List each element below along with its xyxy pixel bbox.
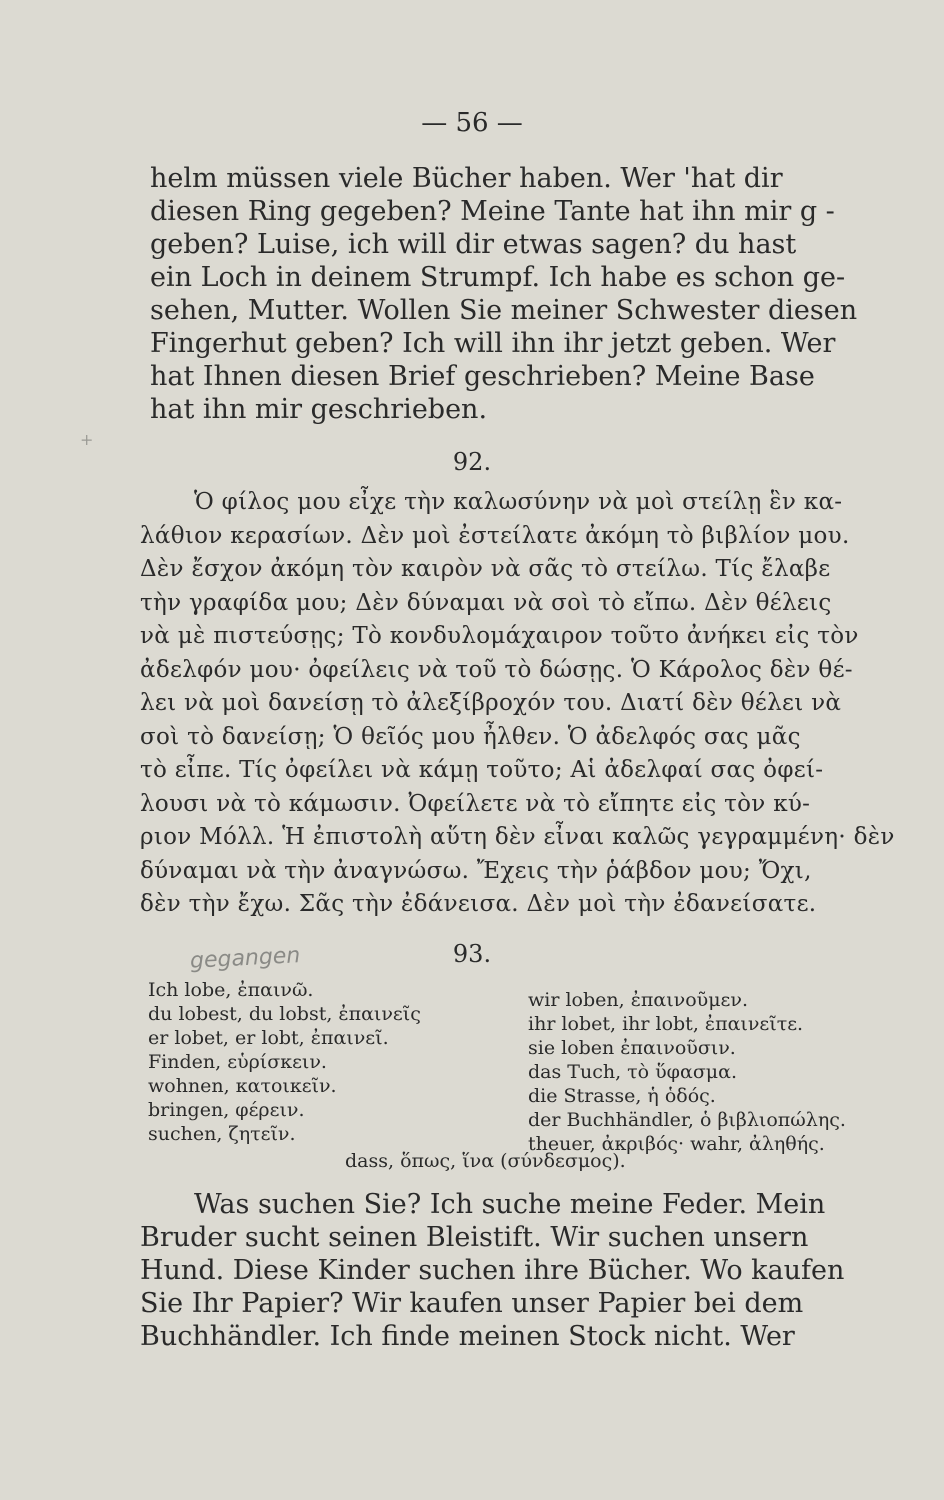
text-line: Fingerhut geben? Ich will ihn ihr jetzt geben. Wer — [150, 328, 836, 359]
text-line: diesen Ring gegeben? Meine Tante hat ihn mir g - — [150, 196, 835, 227]
text-line: Sie Ihr Papier? Wir kaufen unser Papier bei dem — [140, 1288, 804, 1319]
text-line: hat ihn mir geschrieben. — [150, 394, 488, 425]
vocab-column-right — [528, 988, 846, 1156]
vocab-entry: er lobet, er lobt, ἐπαινεῖ. — [148, 1027, 389, 1049]
text-line: λουσι νὰ τὸ κάμωσιν. Ὀφείλετε νὰ τὸ εἴπητε εἰς τὸν κύ- — [140, 790, 811, 817]
text-line: Ὁ φίλος μου εἶχε τὴν καλωσύνην νὰ μοὶ στείλῃ ἓν κα- — [194, 489, 843, 515]
page-number: — 56 — — [421, 108, 523, 138]
text-line: Buchhändler. Ich finde meinen Stock nicht. Wer — [140, 1321, 795, 1352]
german-paragraph-2 — [140, 1188, 900, 1353]
vocab-entry: du lobest, du lobst, ἐπαινεῖς — [148, 1003, 421, 1025]
vocab-entry: bringen, φέρειν. — [148, 1099, 305, 1121]
text-line: δύναμαι νὰ τὴν ἀναγνώσω. Ἔχεις τὴν ῥάβδον μου; Ὄχι, — [140, 857, 812, 884]
text-line: Hund. Diese Kinder suchen ihre Bücher. Wo kaufen — [140, 1255, 845, 1286]
vocab-entry: Ich lobe, ἐπαινῶ. — [148, 979, 314, 1001]
vocab-entry: die Strasse, ἡ ὁδός. — [528, 1085, 716, 1107]
text-line: ριον Μόλλ. Ἡ ἐπιστολὴ αὕτη δὲν εἶναι καλῶς γεγραμμένη· δὲν — [140, 824, 895, 850]
text-line: geben? Luise, ich will dir etwas sagen? du hast — [150, 229, 797, 260]
text-line: λει νὰ μοὶ δανείσῃ τὸ ἀλεξίβροχόν του. Διατί δὲν θέλει νὰ — [140, 690, 842, 716]
text-line: hat Ihnen diesen Brief geschrieben? Meine Base — [150, 361, 815, 392]
text-line: σοὶ τὸ δανείσῃ; Ὁ θεῖός μου ἦλθεν. Ὁ ἀδελφός σας μᾶς — [140, 723, 801, 750]
section-number-92: 92. — [452, 448, 492, 476]
vocab-entry: wohnen, κατοικεῖν. — [148, 1075, 337, 1097]
text-line: νὰ μὲ πιστεύσῃς; Τὸ κονδυλομάχαιρον τοῦτο ἀνήκει εἰς τὸν — [140, 623, 859, 649]
vocab-column-left — [148, 978, 421, 1146]
section-number-93: 93. — [452, 940, 492, 968]
vocab-entry: Finden, εὑρίσκειν. — [148, 1051, 327, 1073]
vocab-entry: sie loben ἐπαινοῦσιν. — [528, 1037, 736, 1059]
text-line: δὲν τὴν ἔχω. Σᾶς τὴν ἐδάνεισα. Δὲν μοὶ τὴν ἐδανείσατε. — [140, 891, 817, 917]
text-line: λάθιον κερασίων. Δὲν μοὶ ἐστείλατε ἀκόμη τὸ βιβλίον μου. — [140, 522, 850, 549]
vocab-entry: suchen, ζητεῖν. — [148, 1123, 296, 1145]
vocab-entry: das Tuch, τὸ ὕφασμα. — [528, 1061, 738, 1083]
german-paragraph-1 — [150, 162, 900, 426]
handwritten-note: gegangen — [189, 943, 301, 974]
conjunction-note: dass, ὅπως, ἵνα (σύνδεσμος). — [345, 1150, 626, 1172]
text-line: helm müssen viele Bücher haben. Wer 'hat dir — [150, 163, 783, 194]
text-line: ein Loch in deinem Strumpf. Ich habe es schon ge- — [150, 262, 846, 293]
text-line: Was suchen Sie? Ich suche meine Feder. Mein — [194, 1189, 826, 1220]
text-line: ἀδελφόν μου· ὀφείλεις νὰ τοῦ τὸ δώσῃς. Ὁ Κάρολος δὲν θέ- — [140, 656, 853, 683]
margin-mark: + — [80, 430, 94, 449]
vocab-entry: theuer, ἀκριβός· wahr, ἀληθής. — [528, 1133, 825, 1155]
vocab-entry: der Buchhändler, ὁ βιβλιοπώλης. — [528, 1109, 846, 1131]
text-line: τὴν γραφίδα μου; Δὲν δύναμαι νὰ σοὶ τὸ εἴπω. Δὲν θέλεις — [140, 589, 832, 616]
text-line: sehen, Mutter. Wollen Sie meiner Schwester diesen — [150, 295, 858, 326]
text-line: τὸ εἶπε. Τίς ὀφείλει νὰ κάμῃ τοῦτο; Αἱ ἀδελφαί σας ὀφεί- — [140, 757, 824, 783]
text-line: Δὲν ἔσχον ἀκόμη τὸν καιρὸν νὰ σᾶς τὸ στείλω. Τίς ἔλαβε — [140, 556, 831, 582]
vocab-entry: ihr lobet, ihr lobt, ἐπαινεῖτε. — [528, 1013, 804, 1035]
vocab-entry: wir loben, ἐπαινοῦμεν. — [528, 989, 748, 1011]
text-line: Bruder sucht seinen Bleistift. Wir suchen unsern — [140, 1222, 809, 1253]
greek-paragraph — [140, 486, 900, 922]
